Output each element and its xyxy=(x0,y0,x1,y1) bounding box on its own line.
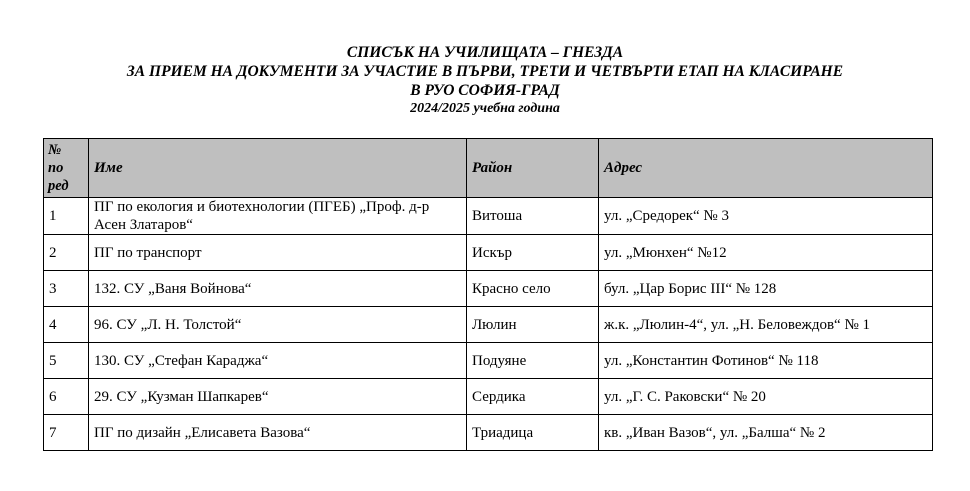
document-title: СПИСЪК НА УЧИЛИЩАТА – ГНЕЗДА xyxy=(346,44,624,61)
school-name: 130. СУ „Стефан Караджа“ xyxy=(89,343,467,379)
school-name: 29. СУ „Кузман Шапкарев“ xyxy=(89,379,467,415)
school-address: бул. „Цар Борис III“ № 128 xyxy=(599,271,933,307)
table-row xyxy=(44,343,933,379)
school-district: Сердика xyxy=(467,379,599,415)
document-subtitle: ЗА ПРИЕМ НА ДОКУМЕНТИ ЗА УЧАСТИЕ В ПЪРВИ, ТРЕТИ И ЧЕТВЪРТИ ЕТАП НА КЛАСИРАНЕ xyxy=(126,63,844,80)
column-header-number-line: ред xyxy=(48,178,69,194)
column-header-district: Район xyxy=(467,139,599,198)
document-header xyxy=(0,43,970,117)
row-number: 7 xyxy=(44,415,89,451)
school-address: ул. „Мюнхен“ №12 xyxy=(599,235,933,271)
school-district: Искър xyxy=(467,235,599,271)
row-number: 5 xyxy=(44,343,89,379)
school-district: Витоша xyxy=(467,198,599,235)
school-address: ул. „Г. С. Раковски“ № 20 xyxy=(599,379,933,415)
row-number: 4 xyxy=(44,307,89,343)
school-address: кв. „Иван Вазов“, ул. „Балша“ № 2 xyxy=(599,415,933,451)
document-organization: В РУО СОФИЯ-ГРАД xyxy=(410,82,560,99)
school-name: ПГ по дизайн „Елисавета Вазова“ xyxy=(89,415,467,451)
table-row xyxy=(44,415,933,451)
column-header-address: Адрес xyxy=(599,139,933,198)
school-address: ж.к. „Люлин-4“, ул. „Н. Беловеждов“ № 1 xyxy=(599,307,933,343)
column-header-number-line: № xyxy=(48,142,62,158)
school-name: ПГ по транспорт xyxy=(89,235,467,271)
school-address: ул. „Константин Фотинов“ № 118 xyxy=(599,343,933,379)
table-row xyxy=(44,379,933,415)
column-header-number xyxy=(44,139,89,198)
column-header-number-line: по xyxy=(48,160,64,176)
table-row xyxy=(44,307,933,343)
table-header-row xyxy=(44,139,933,198)
row-number: 3 xyxy=(44,271,89,307)
row-number: 6 xyxy=(44,379,89,415)
school-name: 96. СУ „Л. Н. Толстой“ xyxy=(89,307,467,343)
school-district: Красно село xyxy=(467,271,599,307)
school-year: 2024/2025 учебна година xyxy=(410,101,560,116)
table-row xyxy=(44,271,933,307)
row-number: 2 xyxy=(44,235,89,271)
column-header-name: Име xyxy=(89,139,467,198)
table-row xyxy=(44,198,933,235)
row-number: 1 xyxy=(44,198,89,235)
school-district: Триадица xyxy=(467,415,599,451)
school-address: ул. „Средорек“ № 3 xyxy=(599,198,933,235)
school-name: ПГ по екология и биотехнологии (ПГЕБ) „Проф. д-р Асен Златаров“ xyxy=(89,198,467,235)
school-name: 132. СУ „Ваня Войнова“ xyxy=(89,271,467,307)
table-row xyxy=(44,235,933,271)
school-district: Подуяне xyxy=(467,343,599,379)
school-district: Люлин xyxy=(467,307,599,343)
schools-table xyxy=(43,138,933,451)
